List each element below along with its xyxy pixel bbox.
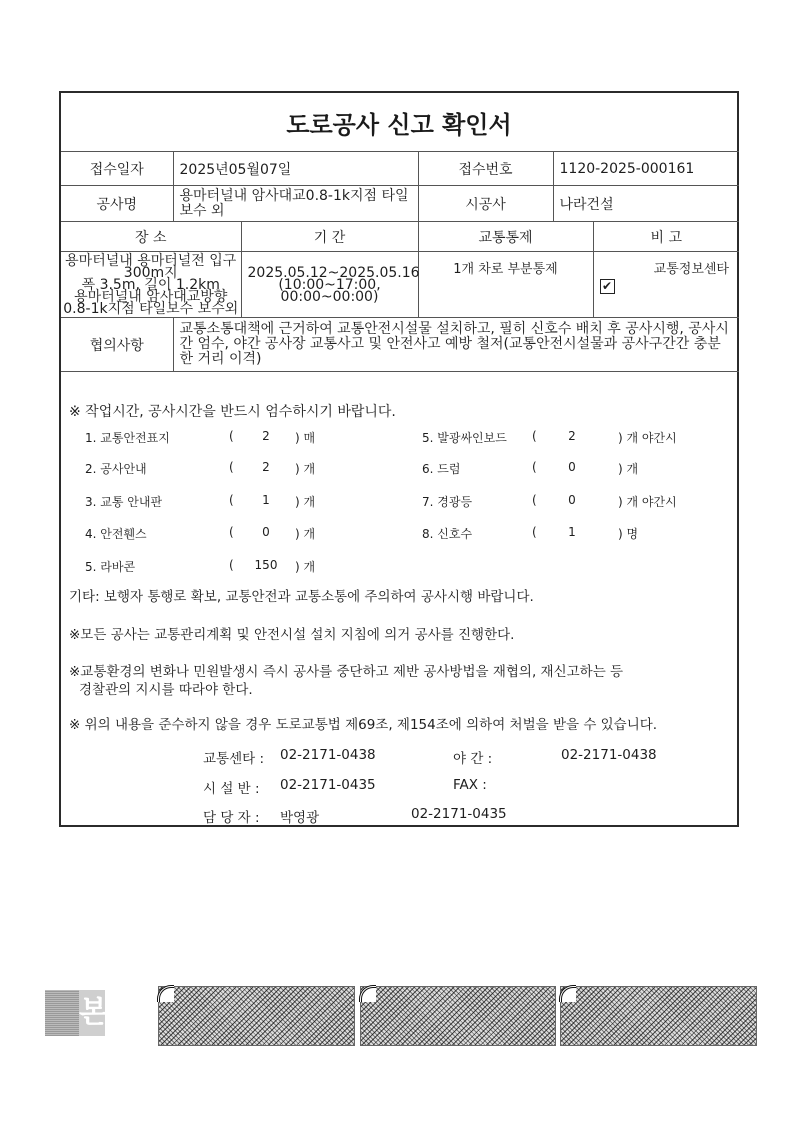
equipment-name: 2. 공사안내 (85, 462, 147, 476)
paren: ( (229, 558, 234, 572)
security-code-block (360, 986, 556, 1046)
traffic-center-label: 교통센타 : (203, 751, 265, 767)
equipment-unit: ) 매 (295, 431, 316, 445)
paren: ( (532, 525, 537, 539)
info-table (61, 151, 739, 372)
paren: ( (229, 460, 234, 474)
equipment-qty: 0 (262, 525, 270, 539)
other-note: 기타: 보행자 통행로 확보, 교통안전과 교통소통에 주의하여 공사시행 바랍니다. (69, 589, 534, 605)
facility-phone: 02-2171-0435 (280, 777, 376, 793)
equipment-qty: 2 (262, 460, 270, 474)
equipment-name: 6. 드럼 (422, 462, 461, 476)
equipment-unit: ) 개 (295, 560, 316, 574)
equipment-qty: 150 (254, 558, 278, 572)
equipment-qty: 1 (262, 493, 270, 507)
remarks-cell (593, 252, 739, 318)
contractor-label: 시공사 (418, 186, 553, 222)
night-phone: 02-2171-0438 (561, 747, 657, 763)
equipment-unit: ) 개 (618, 462, 639, 476)
equipment-unit: ) 명 (618, 527, 639, 541)
fax-label: FAX : (453, 777, 487, 793)
remarks-header: 비 고 (593, 222, 739, 252)
equipment-name: 4. 안전휀스 (85, 527, 147, 541)
facility-label: 시 설 반 : (203, 781, 260, 797)
manager-name: 박영광 (280, 810, 320, 826)
equipment-qty: 1 (568, 525, 576, 539)
consultation-row (61, 318, 739, 372)
traffic-center-phone: 02-2171-0438 (280, 747, 376, 763)
contractor: 나라건설 (553, 186, 739, 222)
night-label: 야 간 : (453, 751, 493, 767)
consultation-text: 교통소통대책에 근거하여 교통안전시설물 설치하고, 필히 신호수 배치 후 공사시행, 공사시간 엄수, 야간 공사장 교통사고 및 안전사고 예방 철저(교통안전시설물과 공사구간간 충분한 거리 이격) (173, 318, 739, 372)
period-header: 기 간 (241, 222, 418, 252)
location-cell (61, 252, 241, 318)
equipment-name: 5. 라바콘 (85, 560, 136, 574)
penalty-note: ※ 위의 내용을 준수하지 않을 경우 도로교통법 제69조, 제154조에 의하여 처벌을 받을 수 있습니다. (69, 717, 658, 733)
project-row (61, 186, 739, 222)
original-stamp-text: 본 (79, 990, 105, 1036)
remarks-text: 교통정보센타 (653, 262, 729, 277)
report-frame (59, 91, 739, 827)
receipt-row (61, 152, 739, 186)
notice-header: ※ 작업시간, 공사시간을 반드시 엄수하시기 바랍니다. (69, 404, 396, 420)
consultation-label: 협의사항 (61, 318, 173, 372)
security-code-block (158, 986, 355, 1046)
paren: ( (229, 493, 234, 507)
period-cell (241, 252, 418, 318)
period-hours: (10:00~17:00, 00:00~00:00) (278, 276, 381, 305)
traffic-control-cell: 1개 차로 부분통제 (418, 252, 593, 318)
security-code-block (560, 986, 757, 1046)
receipt-date: 2025년05월07일 (173, 152, 418, 186)
page-title: 도로공사 신고 확인서 (61, 93, 737, 152)
column-header-row (61, 222, 739, 252)
location-line: 용마터널내 암사대교방향 (74, 288, 228, 305)
receipt-no: 1120-2025-000161 (553, 152, 739, 186)
equipment-qty: 0 (568, 460, 576, 474)
location-line: 0.8-1k지점 타일보수 보수외 (63, 300, 239, 317)
plan-note: ※모든 공사는 교통관리계획 및 안전시설 설치 지침에 의거 공사를 진행한다. (69, 627, 515, 643)
code-marker-icon (157, 985, 174, 1002)
equipment-unit: ) 개 (295, 495, 316, 509)
original-stamp (45, 990, 108, 1036)
manager-phone: 02-2171-0435 (411, 806, 507, 822)
paren: ( (532, 460, 537, 474)
code-marker-icon (559, 985, 576, 1002)
equipment-name: 3. 교통 안내판 (85, 495, 163, 509)
equipment-unit: ) 개 야간시 (618, 495, 677, 509)
paren: ( (532, 493, 537, 507)
equipment-qty: 0 (568, 493, 576, 507)
equipment-unit: ) 개 (295, 462, 316, 476)
equipment-name: 8. 신호수 (422, 527, 473, 541)
manager-label: 담 당 자 : (203, 810, 260, 826)
location-line: 용마터널내 용마터널전 입구 (65, 252, 237, 269)
project-name: 용마터널내 암사대교0.8-1k지점 타일보수 외 (173, 186, 418, 222)
period-dates: 2025.05.12~2025.05.16 (247, 264, 420, 281)
location-line: 300m지 (123, 264, 178, 281)
change-note-line-2: 경찰관의 지시를 따라야 한다. (79, 682, 253, 698)
equipment-unit: ) 개 야간시 (618, 431, 677, 445)
paren: ( (532, 429, 537, 443)
location-line: 폭 3.5m, 길이 1.2km (81, 276, 220, 293)
equipment-qty: 2 (262, 429, 270, 443)
paren: ( (229, 525, 234, 539)
equipment-name: 5. 발광싸인보드 (422, 431, 507, 445)
change-note-line-1: ※교통환경의 변화나 민원발생시 즉시 공사를 중단하고 제반 공사방법을 재협의, 재신고하는 등 (69, 664, 624, 680)
traffic-control-header: 교통통제 (418, 222, 593, 252)
paren: ( (229, 429, 234, 443)
project-name-label: 공사명 (61, 186, 173, 222)
equipment-unit: ) 개 (295, 527, 316, 541)
receipt-no-label: 접수번호 (418, 152, 553, 186)
detail-row (61, 252, 739, 318)
equipment-name: 1. 교통안전표지 (85, 431, 170, 445)
code-marker-icon (359, 985, 376, 1002)
remarks-checkbox[interactable]: ✔ (600, 279, 615, 294)
equipment-qty: 2 (568, 429, 576, 443)
equipment-name: 7. 경광등 (422, 495, 473, 509)
location-header: 장 소 (61, 222, 241, 252)
receipt-date-label: 접수일자 (61, 152, 173, 186)
